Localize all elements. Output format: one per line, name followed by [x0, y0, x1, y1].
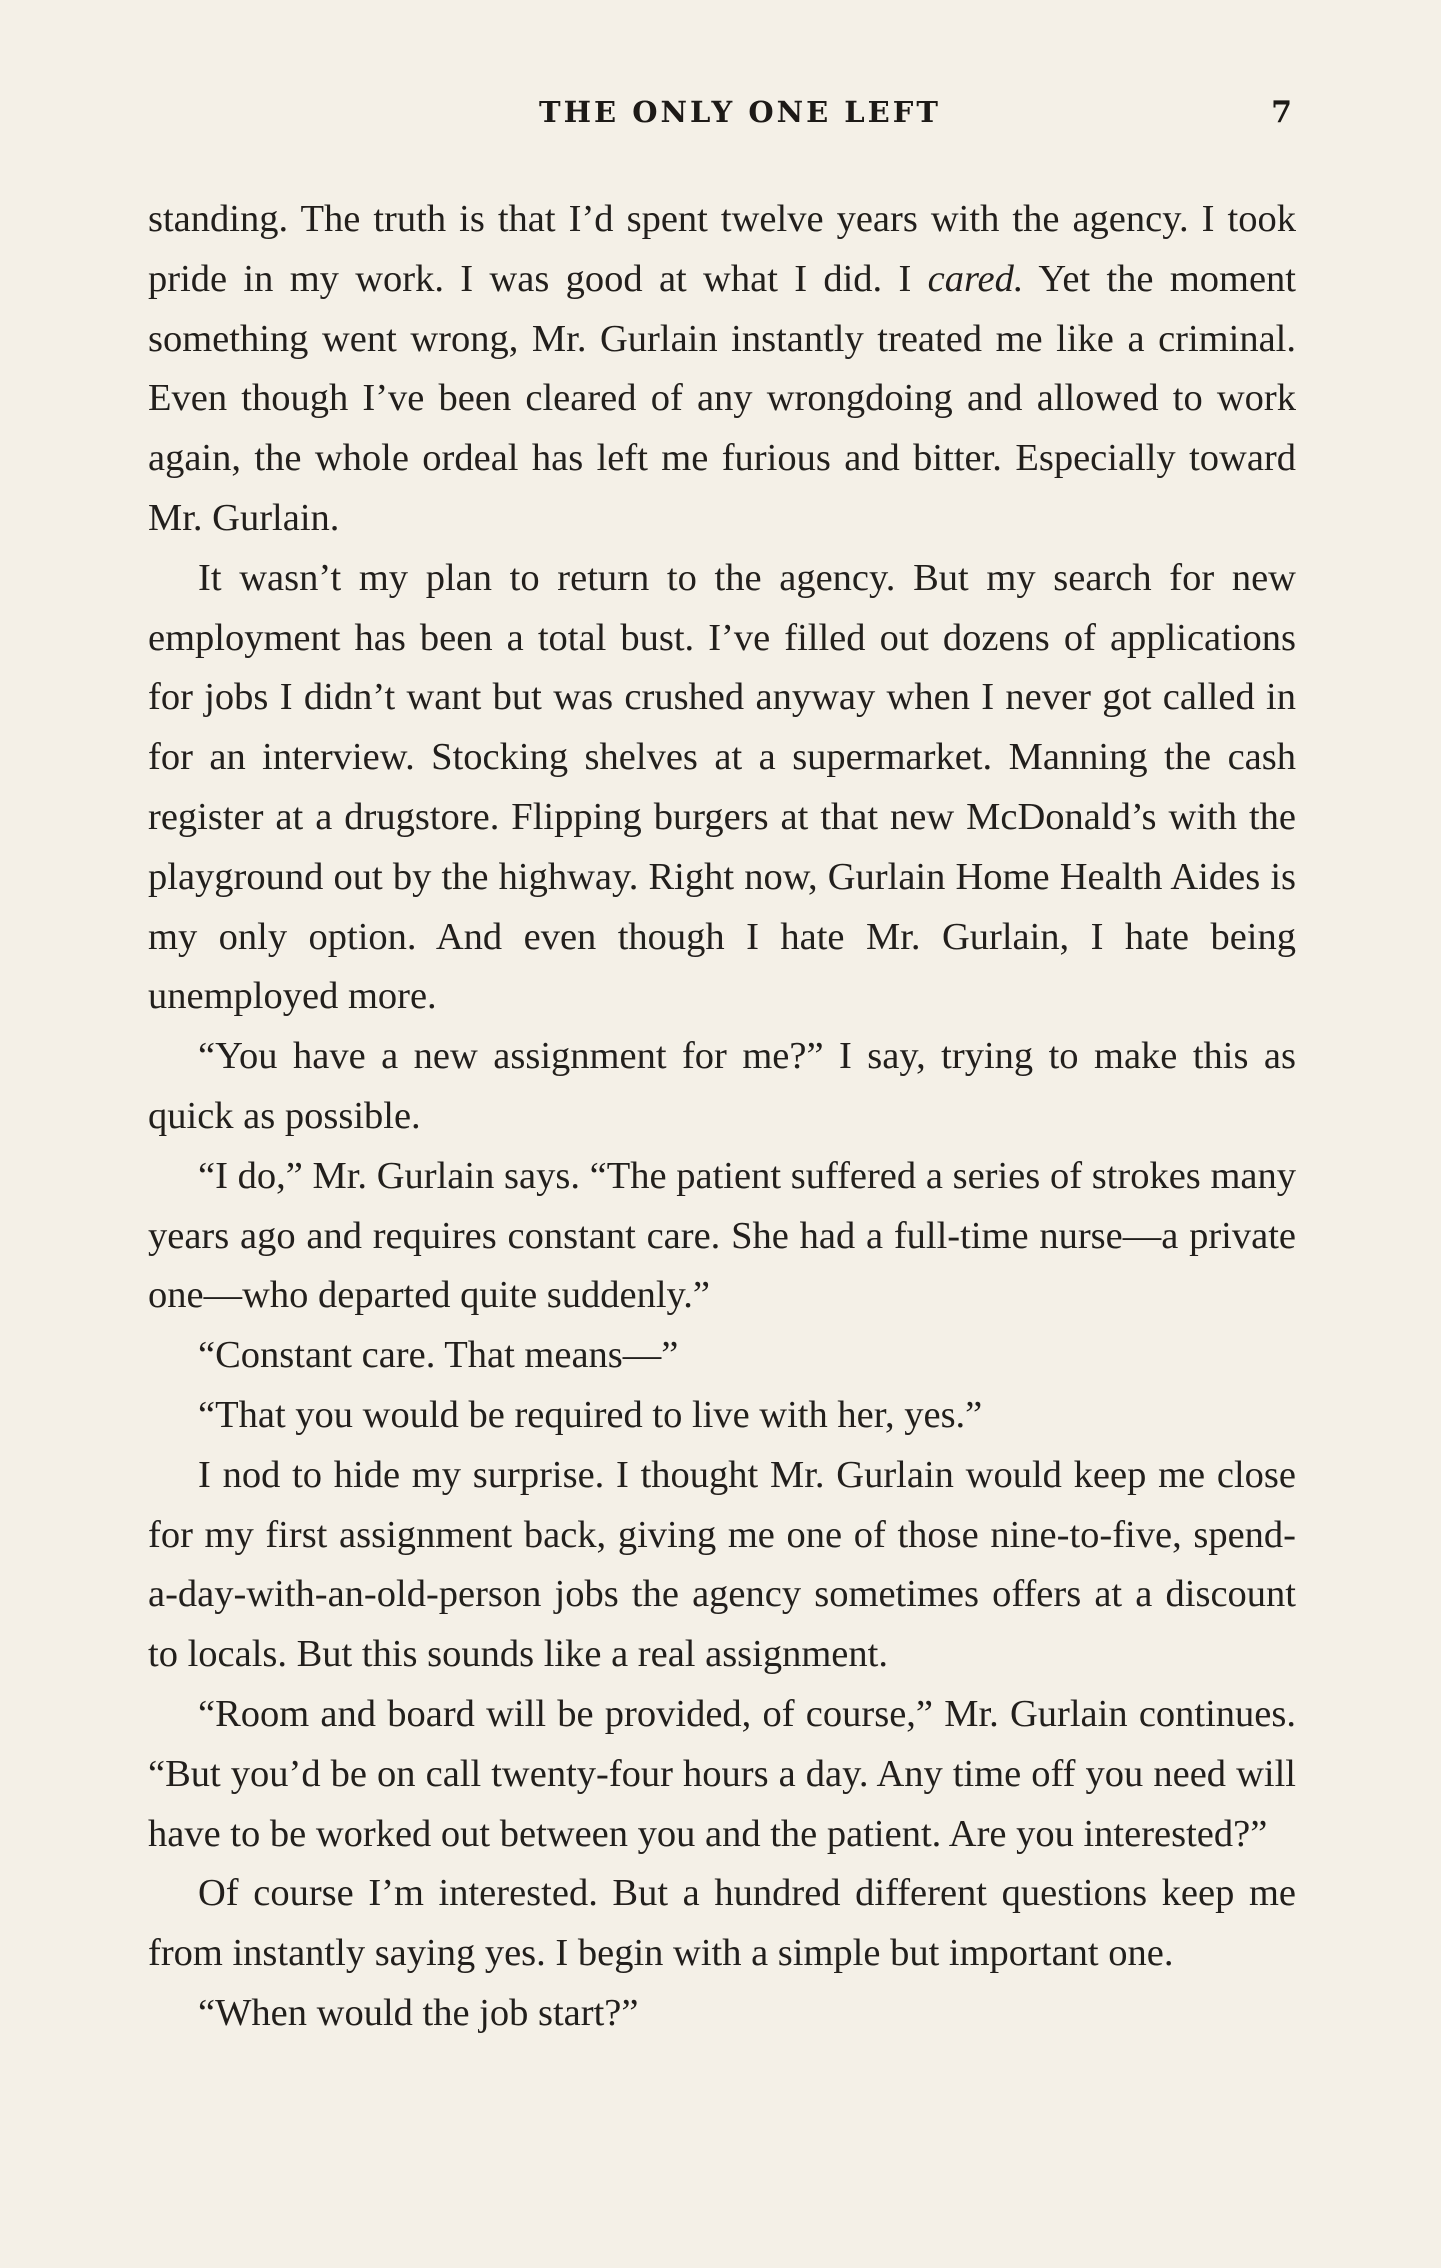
paragraph-text: “That you would be required to live with her, yes.” [198, 1393, 983, 1436]
paragraph [148, 1386, 1296, 1446]
paragraph-text: “When would the job start?” [198, 1991, 639, 2034]
paragraph [148, 190, 1296, 549]
paragraph-text: standing. The truth is that I’d spent twelve years with the agency. I took pride in my work. I was good at what I did. I [148, 198, 1296, 300]
running-head [148, 95, 1296, 145]
paragraph [148, 1446, 1296, 1685]
paragraph [148, 1984, 1296, 2044]
paragraph-text: “Room and board will be provided, of course,” Mr. Gurlain continues. “But you’d be on call twenty-four hours a day. Any time off you need will have to be worked out between you and the patient. Are you interested?” [148, 1692, 1296, 1855]
paragraph-text: Of course I’m interested. But a hundred different questions keep me from instantly saying yes. I begin with a simple but important one. [148, 1872, 1296, 1975]
body-text [148, 190, 1296, 2044]
paragraph [148, 1685, 1296, 1864]
paragraph-text: “I do,” Mr. Gurlain says. “The patient suffered a series of strokes many years ago and requires constant care. She had a full-time nurse—a private one—who departed quite suddenly.” [148, 1154, 1296, 1317]
paragraph-text: I nod to hide my surprise. I thought Mr. Gurlain would keep me close for my first assignment back, giving me one of those nine-to-five, spend-a-day-with-an-old-person jobs the agency sometimes offers at a discount to locals. But this sounds like a real assignment. [148, 1453, 1296, 1676]
emphasis-text: cared. [927, 257, 1024, 300]
paragraph-text: Yet the moment something went wrong, Mr. Gurlain instantly treated me like a criminal. Even though I’ve been cleared of any wrongdoing and allowed to work again, the whole ordeal has left me furious and bitter. Especially toward Mr. Gurlain. [148, 257, 1296, 539]
paragraph [148, 549, 1296, 1027]
paragraph [148, 1864, 1296, 1984]
running-title: THE ONLY ONE LEFT [539, 95, 941, 129]
paragraph [148, 1326, 1296, 1386]
paragraph [148, 1147, 1296, 1326]
paragraph [148, 1027, 1296, 1147]
page-number: 7 [1271, 95, 1292, 130]
paragraph-text: “You have a new assignment for me?” I say, trying to make this as quick as possible. [148, 1035, 1296, 1137]
paragraph-text: “Constant care. That means—” [198, 1334, 679, 1377]
paragraph-text: It wasn’t my plan to return to the agency. But my search for new employment has been a total bust. I’ve filled out dozens of applications for jobs I didn’t want but was crushed anyway when I never got called in for an interview. Stocking shelves at a supermarket. Manning the cash register at a drugstore. Flipping burgers at that new McDonald’s with the playground out by the highway. Right now, Gurlain Home Health Aides is my only option. And even though I hate Mr. Gurlain, I hate being unemployed more. [148, 556, 1296, 1018]
